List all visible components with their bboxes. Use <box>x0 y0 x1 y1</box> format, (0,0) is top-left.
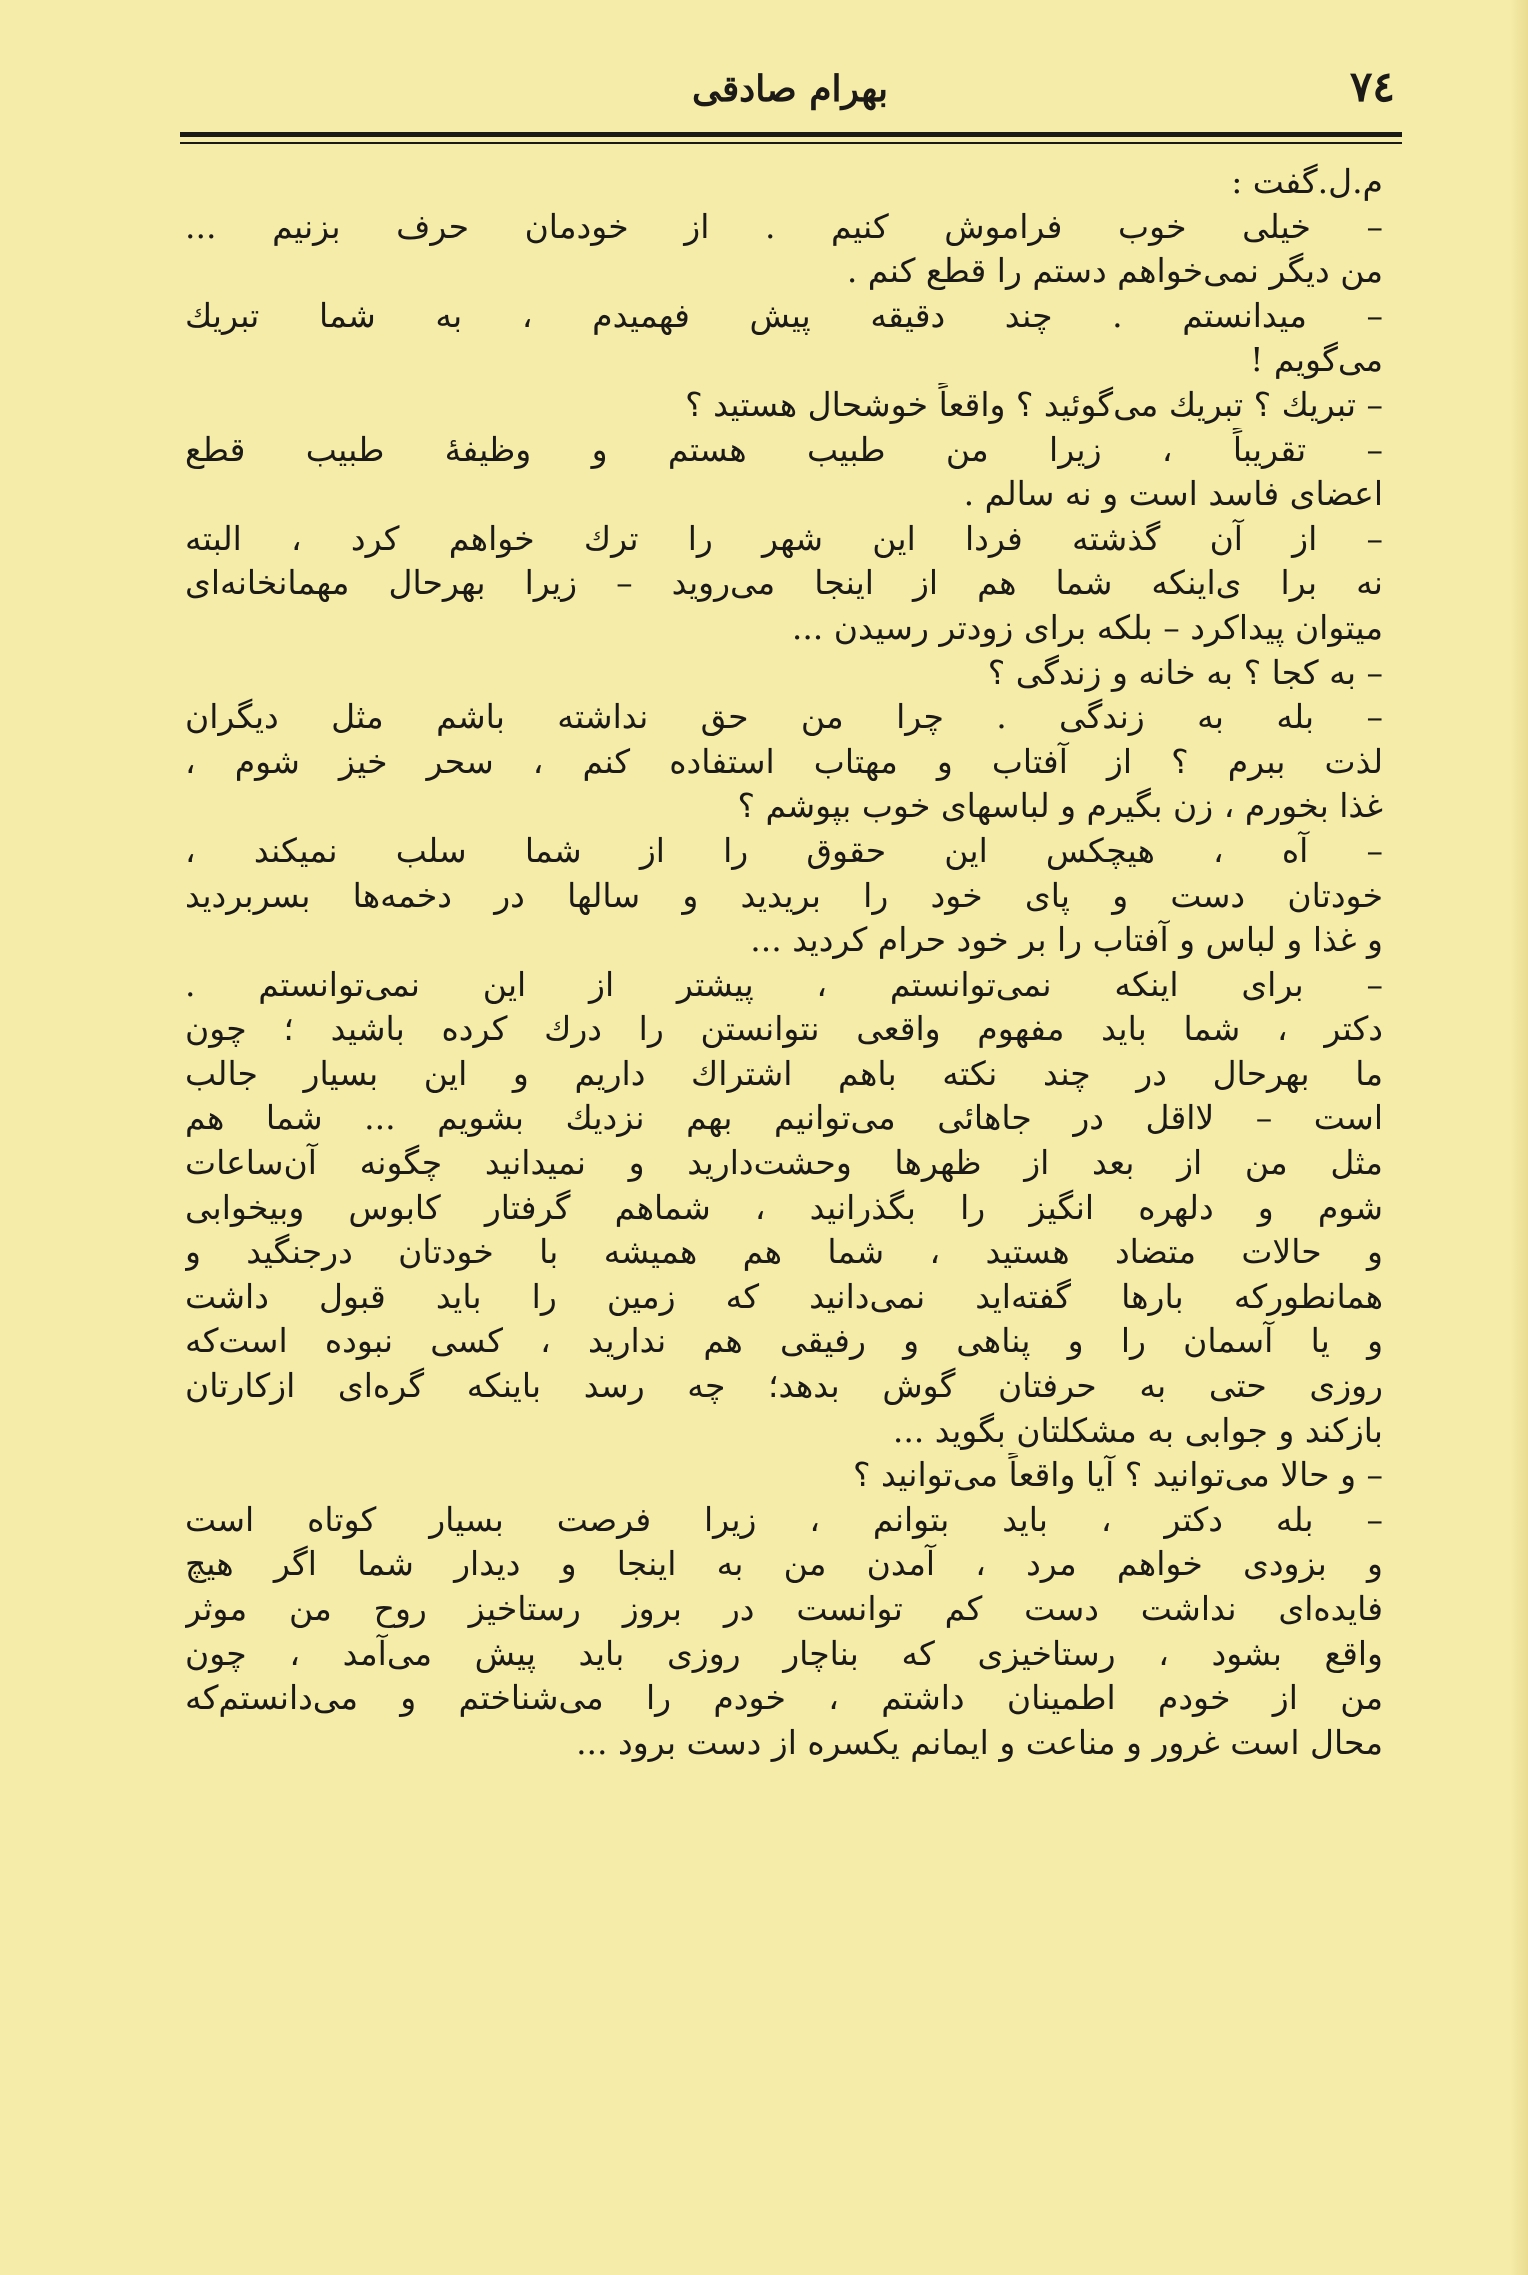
text-line: – آه ، هیچکس این حقوق را از شما سلب نمیکند ، <box>185 830 1383 870</box>
text-line: – تبریك ؟ تبریك می‌گوئید ؟ واقعاً خوشحال هستید ؟ <box>685 384 1383 424</box>
text-line: لذت ببرم ؟ از آفتاب و مهتاب استفاده کنم ، سحر خیز شوم ، <box>185 741 1383 781</box>
text-line: و غذا و لباس و آفتاب را بر خود حرام کردید ... <box>750 920 1383 960</box>
text-line: می‌گویم ! <box>1250 340 1383 380</box>
text-line: م.ل.گفت : <box>1231 162 1383 201</box>
running-title: بهرام صادقی <box>691 68 889 110</box>
text-line: فایده‌ای نداشت دست کم توانست در بروز رستاخیز روح من موثر <box>185 1589 1383 1628</box>
text-line: من از خودم اطمینان داشتم ، خودم را می‌شناختم و می‌دانستم‌که <box>185 1678 1383 1718</box>
text-line: غذا بخورم ، زن بگیرم و لباسهای خوب بپوشم ؟ <box>737 786 1383 826</box>
text-line: میتوان پیداکرد – بلکه برای زودتر رسیدن ... <box>791 607 1383 647</box>
text-line: مثل من از بعد از ظهرها وحشت‌دارید و نمیدانید چگونه آن‌ساعات <box>185 1143 1383 1183</box>
text-line: – برای اینکه نمی‌توانستم ، پیشتر از این نمی‌توانستم . <box>185 964 1383 1004</box>
text-line: نه برا ی‌اینکه شما هم از اینجا می‌روید – زیرا بهرحال مهمانخانه‌ای <box>185 563 1383 603</box>
text-line: – به کجا ؟ به خانه و زندگی ؟ <box>987 652 1383 692</box>
text-line: دکتر ، شما باید مفهوم واقعی نتوانستن را درك کرده باشید ؛ چون <box>185 1009 1383 1049</box>
text-line: همانطورکه بارها گفته‌اید نمی‌دانید که زمین را باید قبول داشت <box>185 1276 1383 1316</box>
text-line: خودتان دست و پای خود را بریدید و سالها در دخمه‌ها بسربردید <box>185 875 1383 915</box>
text-line: و یا آسمان را و پناهی و رفیقی هم ندارید ، کسی نبوده است‌که <box>185 1321 1383 1361</box>
body-text <box>185 160 1383 2120</box>
text-line: – از آن گذشته فردا این شهر را ترك خواهم کرد ، البته <box>185 518 1383 558</box>
text-line: روزی حتی به حرفتان گوش بدهد؛ چه رسد باینکه گره‌ای ازکارتان <box>185 1366 1383 1406</box>
text-line: ما بهرحال در چند نکته باهم اشتراك داریم و این بسیار جالب <box>185 1053 1383 1093</box>
text-line: محال است غرور و مناعت و ایمانم یکسره از دست برود ... <box>576 1722 1383 1762</box>
page-header <box>185 62 1395 122</box>
text-line: شوم و دلهره انگیز را بگذرانید ، شماهم گرفتار کابوس وبیخوابی <box>185 1187 1383 1227</box>
text-line: – تقریباً ، زیرا من طبیب هستم و وظیفهٔ طبیب قطع <box>185 429 1383 469</box>
text-line: است – لااقل در جاهائی می‌توانیم بهم نزدیك بشویم ... شما هم <box>185 1098 1383 1138</box>
text-line: واقع بشود ، رستاخیزی که بناچار روزی باید پیش می‌آمد ، چون <box>185 1633 1383 1673</box>
text-line: بازکند و جوابی به مشکلتان بگوید ... <box>892 1410 1383 1450</box>
text-line: – و حالا می‌توانید ؟ آیا واقعاً می‌توانید ؟ <box>852 1455 1383 1495</box>
page-number: ٧٤ <box>1349 62 1395 111</box>
text-line: اعضای فاسد است و نه سالم . <box>963 474 1383 514</box>
text-line: – میدانستم . چند دقیقه پیش فهمیدم ، به شما تبریك <box>185 295 1383 335</box>
header-rule-thick <box>180 132 1402 137</box>
text-line: من دیگر نمی‌خواهم دستم را قطع کنم . <box>846 251 1383 291</box>
text-line: و بزودی خواهم مرد ، آمدن من به اینجا و دیدار شما اگر هیچ <box>185 1544 1383 1584</box>
text-line: – بله به زندگی . چرا من حق نداشته باشم مثل دیگران <box>185 697 1383 737</box>
text-line: – خیلی خوب فراموش کنیم . از خودمان حرف بزنیم ... <box>185 206 1383 246</box>
text-line: – بله دکتر ، باید بتوانم ، زیرا فرصت بسیار کوتاه است <box>185 1499 1383 1539</box>
text-line: و حالات متضاد هستید ، شما هم همیشه با خودتان درجنگید و <box>185 1232 1383 1272</box>
header-rule-thin <box>180 142 1402 144</box>
